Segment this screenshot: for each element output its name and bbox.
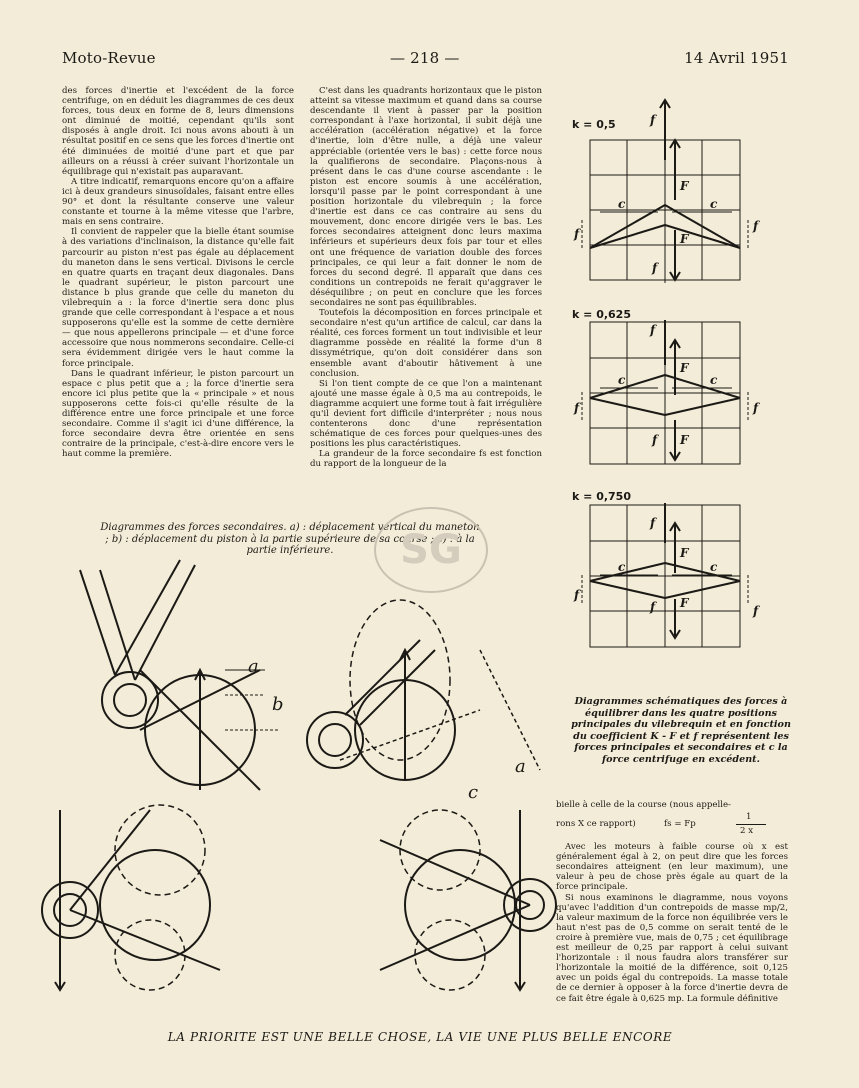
secondary-forces-diagram	[40, 560, 560, 990]
paragraph: Il convient de rappeler que la bielle étant soumise à des variations d'inclinaison, la distance qu'elle fait parcourir au piston n'est pas égale au déplacement du maneton dans le sens vertical. Divisons le cercle en quatre quarts en traçant deux diagonales. Dans le quadrant supérieur, le piston parcourt une distance b plus grande que celle du maneton du vilebrequin a : la force d'inertie sera donc plus grande que celle correspondant à l'espace a et nous supposerons qu'elle est la somme de cette dernière — que nous appellerons principale — et d'une force accessoire que nous nommerons secondaire. Celle-ci sera évidemment dirigée vers le haut comme la force principale.	[62, 227, 294, 369]
figure-caption-schematic: Diagrammes schématiques des forces à équilibrer dans les quatre positions principales du vilebrequin et en fonction du coefficient K - F et f représentent les forces principales et secondaires et c la force centrifuge en excédent.	[571, 696, 791, 765]
k-label-0625: k = 0,625	[572, 308, 631, 321]
force-diagram-k05	[570, 100, 770, 290]
label-f: f	[650, 600, 656, 614]
paragraph: C'est dans les quadrants horizontaux que le piston atteint sa vitesse maximum et quand dans sa course descendante il vient à passer par la position correspondant à l'axe horizontal, il subit déjà une accélération (accélération négative) et la force d'inertie, loin d'être nulle, a déjà une valeur appréciable (orientée vers le bas) : cette force nous la qualifierons de secondaire. Plaçons-nous à présent dans le cas d'une course ascendante : le piston est encore soumis à une accélération, lorsqu'il passe par le point correspondant à une position horizontale du vilebrequin ; la force d'inertie est dans ce cas contraire au sens du mouvement, donc encore dirigée vers le bas. Les forces secondaires atteignent donc leurs maxima inférieurs et supérieurs deux fois par tour et elles ont une fréquence de variation double des forces principales, ce qui leur a fait donner le nom de forces du second degré. Il apparaît que dans ces conditions un contrepoids ne ferait qu'aggraver le déséquilibre ; on peut en conclure que les forces secondaires ne sont pas équilibrables.	[310, 86, 542, 308]
formula-fs	[556, 812, 788, 842]
label-f: f	[574, 401, 580, 415]
paragraph: Si l'on tient compte de ce que l'on a maintenant ajouté une masse égale à 0,5 ma au contrepoids, le diagramme acquiert une forme tout à fait irrégulière qu'il devient fort difficile d'interpréter ; nous nous contenterons donc d'une représentation schématique de ces forces pour quelques-unes des positions les plus caractéristiques.	[310, 378, 542, 450]
label-F: F	[680, 232, 689, 246]
issue-date: 14 Avril 1951	[684, 49, 789, 67]
label-F: F	[680, 433, 689, 447]
formula-numerator: 1	[746, 812, 752, 822]
label-c: c	[468, 782, 479, 803]
label-f: f	[753, 219, 759, 233]
label-c: c	[618, 373, 626, 387]
stamp-text: SG	[400, 527, 462, 573]
label-c: c	[618, 197, 626, 211]
label-a: a	[248, 656, 259, 677]
label-a: a	[515, 756, 526, 777]
force-diagram-k0625	[570, 320, 770, 470]
label-f: f	[650, 323, 656, 337]
label-f: f	[753, 604, 759, 618]
label-c: c	[618, 560, 626, 574]
label-b: b	[272, 694, 284, 715]
label-F: F	[680, 179, 689, 193]
formula-label: rons X ce rapport)	[556, 819, 636, 829]
label-f: f	[652, 261, 658, 275]
paragraph: Dans le quadrant inférieur, le piston parcourt un espace c plus petit que a ; la force d'inertie sera encore ici plus petite que la « principale » et nous supposerons cette fois-ci qu'elle résulte de la différence entre une force principale et une force secondaire. Comme il s'agit ici d'une différence, la force secondaire devra être orientée en sens contraire de la principale, c'est-à-dire encore vers le haut comme la première.	[62, 368, 294, 460]
label-F: F	[680, 596, 689, 610]
k-label-05: k = 0,5	[572, 118, 616, 131]
label-f: f	[574, 227, 580, 241]
text-column-2	[310, 86, 542, 470]
page-number: — 218 —	[390, 49, 460, 67]
figure-caption-secondary-forces: Diagrammes des forces secondaires. a) : déplacement vertical du maneton ; b) : déplacement du piston à la partie supérieure de sa course ; c) : à la partie inférieure.	[100, 522, 480, 557]
label-c: c	[710, 373, 718, 387]
paragraph: La grandeur de la force secondaire fs est fonction du rapport de la longueur de la	[310, 449, 542, 470]
paragraph: Si nous examinons le diagramme, nous voyons qu'avec l'addition d'un contrepoids de masse mp/2, la valeur maximum de la force non équilibrée vers le haut n'est pas de 0,5 comme on serait tenté de le croire à première vue, mais de 0,75 ; cet équilibrage est meilleur de 0,25 par rapport à celui suivant l'horizontale : il nous faudra alors transférer sur l'horizontale la moitié de la différence, soit 0,125 avec un poids égal du contrepoids. La masse totale de ce dernier à opposer à la force d'inertie devra de ce fait être égale à 0,625 mp. La formule définitive	[556, 892, 788, 1004]
label-f: f	[652, 433, 658, 447]
k-label-0750: k = 0,750	[572, 490, 631, 503]
library-stamp-watermark	[372, 505, 490, 595]
label-f: f	[574, 588, 580, 602]
label-f: f	[650, 516, 656, 530]
label-F: F	[680, 546, 689, 560]
fraction-bar	[736, 824, 766, 825]
label-f: f	[650, 113, 656, 127]
label-F: F	[680, 361, 689, 375]
paragraph: Toutefois la décomposition en forces principale et secondaire n'est qu'un artifice de calcul, car dans la réalité, ces forces forment un tout indivisible et leur diagramme possède en réalité la forme d'un 8 dissymétrique, qu'on doit considérer dans son ensemble avant d'aboutir hâtivement à une conclusion.	[310, 308, 542, 379]
label-c: c	[710, 560, 718, 574]
label-f: f	[753, 401, 759, 415]
text-column-1	[62, 86, 294, 459]
force-diagram-k0750	[570, 503, 770, 653]
magazine-title: Moto-Revue	[62, 49, 156, 67]
paragraph: bielle à celle de la course (nous appelle-	[556, 800, 731, 810]
label-c: c	[710, 197, 718, 211]
footer-slogan: LA PRIORITE EST UNE BELLE CHOSE, LA VIE UNE PLUS BELLE ENCORE	[167, 1030, 673, 1044]
paragraph: des forces d'inertie et l'excédent de la force centrifuge, on en déduit les diagrammes de ces deux forces, tous deux en forme de 8, leurs dimensions ont diminué de moitié, cependant qu'ils sont disposés à angle droit. Ici nous avons abouti à un résultat positif en ce sens que les forces d'inertie ont été diminuées de moitié d'une part et que par ailleurs on a réussi à créer suivant l'horizontale un équilibrage qui n'existait pas auparavant.	[62, 86, 294, 177]
formula-denominator: 2 x	[740, 826, 754, 836]
formula-equation: fs = Fp	[664, 819, 696, 829]
paragraph: Avec les moteurs à faible course où x est généralement égal à 2, on peut dire que les forces secondaires atteignent (en leur maximum), une valeur à peu de chose près égale au quart de la force principale.	[556, 842, 788, 893]
paragraph: A titre indicatif, remarquons encore qu'on a affaire ici à deux grandeurs sinusoïdales, faisant entre elles 90° et dont la résultante conserve une valeur constante et tourne à la même vitesse que l'arbre, mais en sens contraire.	[62, 176, 294, 228]
